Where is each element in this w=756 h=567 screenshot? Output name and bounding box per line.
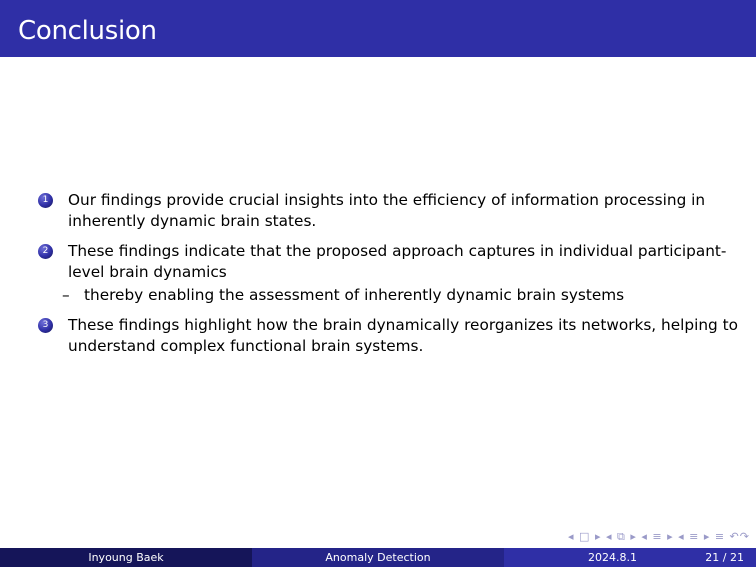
dash-bullet: – <box>62 286 70 304</box>
list-item-text: These findings highlight how the brain dynamically reorganizes its networks, helping to understand complex functional brain systems. <box>68 316 738 355</box>
list-item <box>38 190 738 232</box>
beamer-navigation-icons[interactable]: ◂ □ ▸ ◂ ⧉ ▸ ◂ ≡ ▸ ◂ ≡ ▸ ≡ ↶↷ <box>568 530 750 543</box>
footer-page-number: 21 / 21 <box>705 551 744 564</box>
list-item-text: Our findings provide crucial insights into the efficiency of information processing in inherently dynamic brain states. <box>68 191 706 230</box>
footer-topic: Anomaly Detection <box>252 548 504 567</box>
footer-author: Inyoung Baek <box>0 548 252 567</box>
item-number-badge: 3 <box>38 318 53 333</box>
footer-date: 2024.8.1 <box>588 551 637 564</box>
sub-item-text: thereby enabling the assessment of inherently dynamic brain systems <box>84 286 625 304</box>
footer-bar <box>0 548 756 567</box>
list-item <box>38 241 738 306</box>
list-item-text: These findings indicate that the proposed approach captures in individual participant-level brain dynamics <box>68 242 727 281</box>
item-number-badge: 1 <box>38 193 53 208</box>
slide-title: Conclusion <box>18 16 157 46</box>
item-number-badge: 2 <box>38 244 53 259</box>
footer-right <box>504 548 756 567</box>
list-item <box>38 315 738 357</box>
sub-item <box>38 285 738 306</box>
conclusion-list <box>38 190 738 366</box>
title-bar <box>0 0 756 57</box>
